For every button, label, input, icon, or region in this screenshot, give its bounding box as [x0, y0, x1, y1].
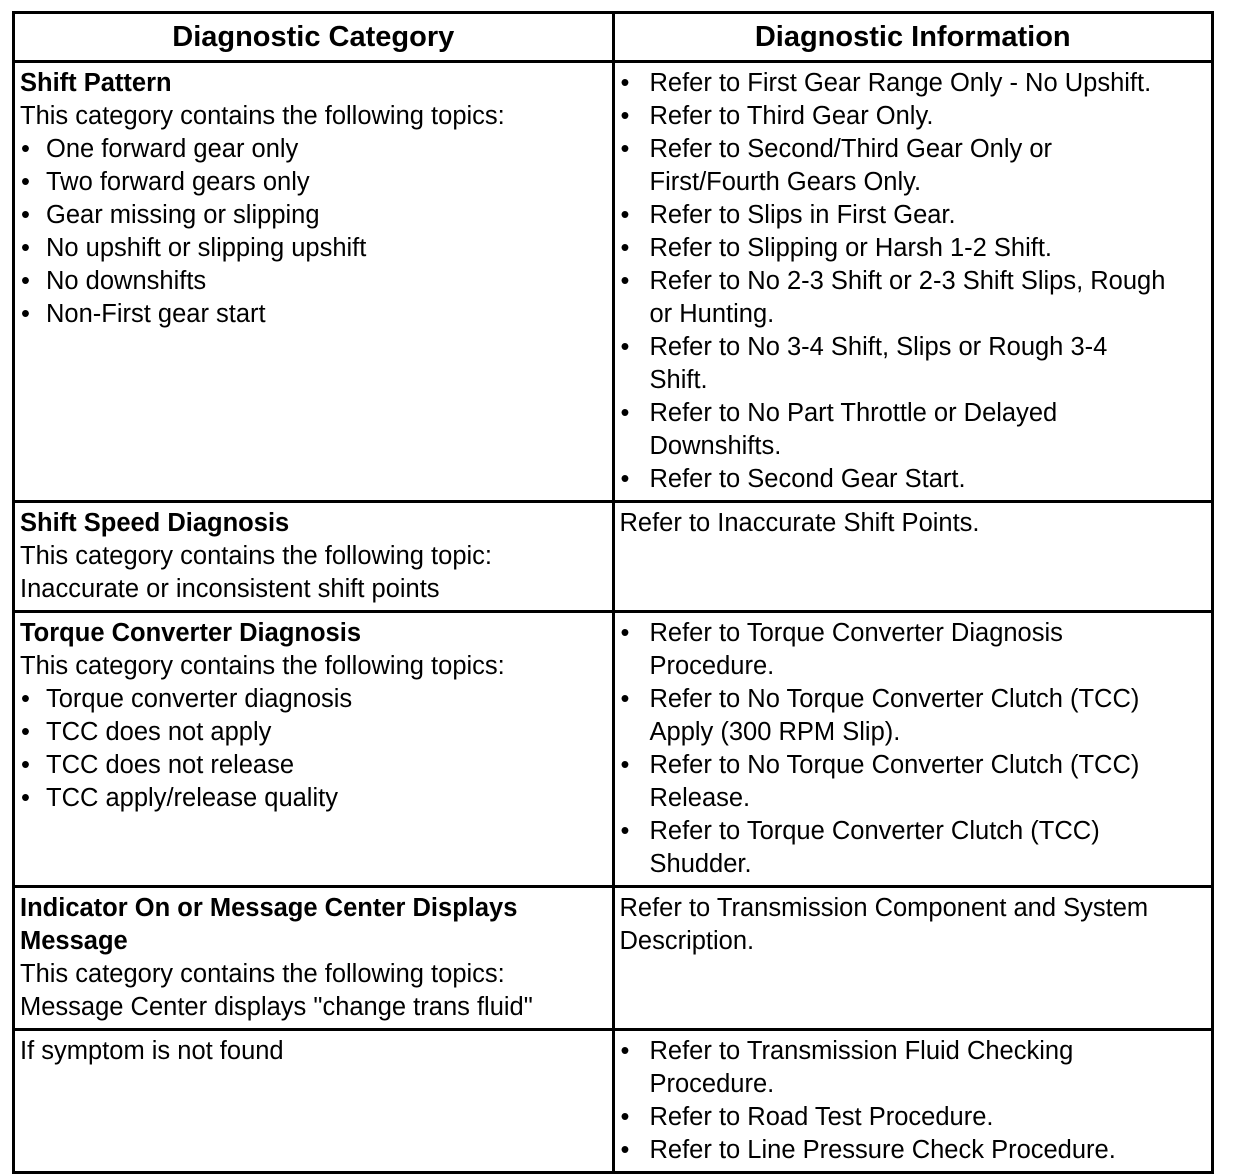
- category-topic-list: [20, 683, 608, 815]
- list-item: • Non-First gear start: [21, 300, 266, 328]
- category-text: If symptom is not found: [20, 1037, 284, 1065]
- list-item: • Gear missing or slipping: [21, 201, 320, 229]
- category-cell: [14, 612, 614, 887]
- table-row-shift-speed-diagnosis: [14, 502, 1213, 612]
- list-item: • Refer to Torque Converter Clutch (TCC) Shudder.: [620, 817, 1100, 878]
- information-list: [620, 617, 1208, 881]
- category-intro: This category contains the following topic:: [20, 542, 492, 570]
- list-item: • Refer to Torque Converter Diagnosis Procedure.: [620, 619, 1063, 680]
- category-cell: [14, 1030, 614, 1173]
- list-item: • Refer to Slipping or Harsh 1-2 Shift.: [620, 234, 1053, 262]
- information-list: [620, 1035, 1208, 1167]
- table-row-shift-pattern: [14, 62, 1213, 502]
- information-cell: [613, 1030, 1213, 1173]
- header-row: [14, 13, 1213, 62]
- category-topic: Message Center displays "change trans fluid": [20, 993, 533, 1021]
- list-item: • No downshifts: [21, 267, 207, 295]
- list-item: • Refer to No 3-4 Shift, Slips or Rough 3-4 Shift.: [620, 333, 1108, 394]
- category-topic: Inaccurate or inconsistent shift points: [20, 575, 440, 603]
- table-row-indicator-message: [14, 887, 1213, 1030]
- information-list: [620, 67, 1208, 496]
- list-item: • Refer to Third Gear Only.: [620, 102, 934, 130]
- category-topic-list: [20, 133, 608, 331]
- list-item: • Refer to Road Test Procedure.: [620, 1103, 994, 1131]
- list-item: • One forward gear only: [21, 135, 299, 163]
- category-title-line-1: Indicator On or Message Center Displays: [20, 894, 518, 922]
- list-item: • No upshift or slipping upshift: [21, 234, 367, 262]
- category-cell: [14, 62, 614, 502]
- category-title-line-2: Message: [20, 927, 128, 955]
- list-item: • Refer to Second/Third Gear Only or First/Fourth Gears Only.: [620, 135, 1053, 196]
- category-intro: This category contains the following topics:: [20, 960, 505, 988]
- information-text: Refer to Inaccurate Shift Points.: [619, 509, 980, 537]
- table-row-symptom-not-found: [14, 1030, 1213, 1173]
- information-cell: [613, 612, 1213, 887]
- list-item: • TCC does not apply: [21, 718, 272, 746]
- list-item: • Torque converter diagnosis: [21, 685, 353, 713]
- information-cell: [613, 62, 1213, 502]
- category-title: Torque Converter Diagnosis: [20, 619, 362, 647]
- category-intro: This category contains the following topics:: [20, 102, 505, 130]
- list-item: • Refer to Line Pressure Check Procedure.: [620, 1136, 1116, 1164]
- list-item: • Refer to No Part Throttle or Delayed Downshifts.: [620, 399, 1058, 460]
- list-item: • Two forward gears only: [21, 168, 310, 196]
- information-text-line-1: Refer to Transmission Component and System: [619, 894, 1149, 922]
- table-row-torque-converter-diagnosis: [14, 612, 1213, 887]
- category-title: Shift Speed Diagnosis: [20, 509, 290, 537]
- information-text-line-2: Description.: [619, 927, 755, 955]
- list-item: • Refer to No Torque Converter Clutch (TCC) Release.: [620, 751, 1140, 812]
- information-cell: [613, 887, 1213, 1030]
- list-item: • TCC apply/release quality: [21, 784, 338, 812]
- list-item: • Refer to No 2-3 Shift or 2-3 Shift Slips, Rough or Hunting.: [620, 267, 1166, 328]
- information-cell: [613, 502, 1213, 612]
- list-item: • Refer to First Gear Range Only - No Upshift.: [620, 69, 1152, 97]
- category-title: Shift Pattern: [20, 69, 172, 97]
- diagnostic-table: [12, 11, 1214, 1174]
- list-item: • Refer to Slips in First Gear.: [620, 201, 956, 229]
- list-item: • Refer to Second Gear Start.: [620, 465, 966, 493]
- header-diagnostic-category: Diagnostic Category: [14, 13, 614, 62]
- category-intro: This category contains the following topics:: [20, 652, 505, 680]
- list-item: • Refer to No Torque Converter Clutch (TCC) Apply (300 RPM Slip).: [620, 685, 1140, 746]
- header-diagnostic-information: Diagnostic Information: [613, 13, 1213, 62]
- category-cell: [14, 502, 614, 612]
- list-item: • TCC does not release: [21, 751, 295, 779]
- list-item: • Refer to Transmission Fluid Checking Procedure.: [620, 1037, 1074, 1098]
- category-cell: [14, 887, 614, 1030]
